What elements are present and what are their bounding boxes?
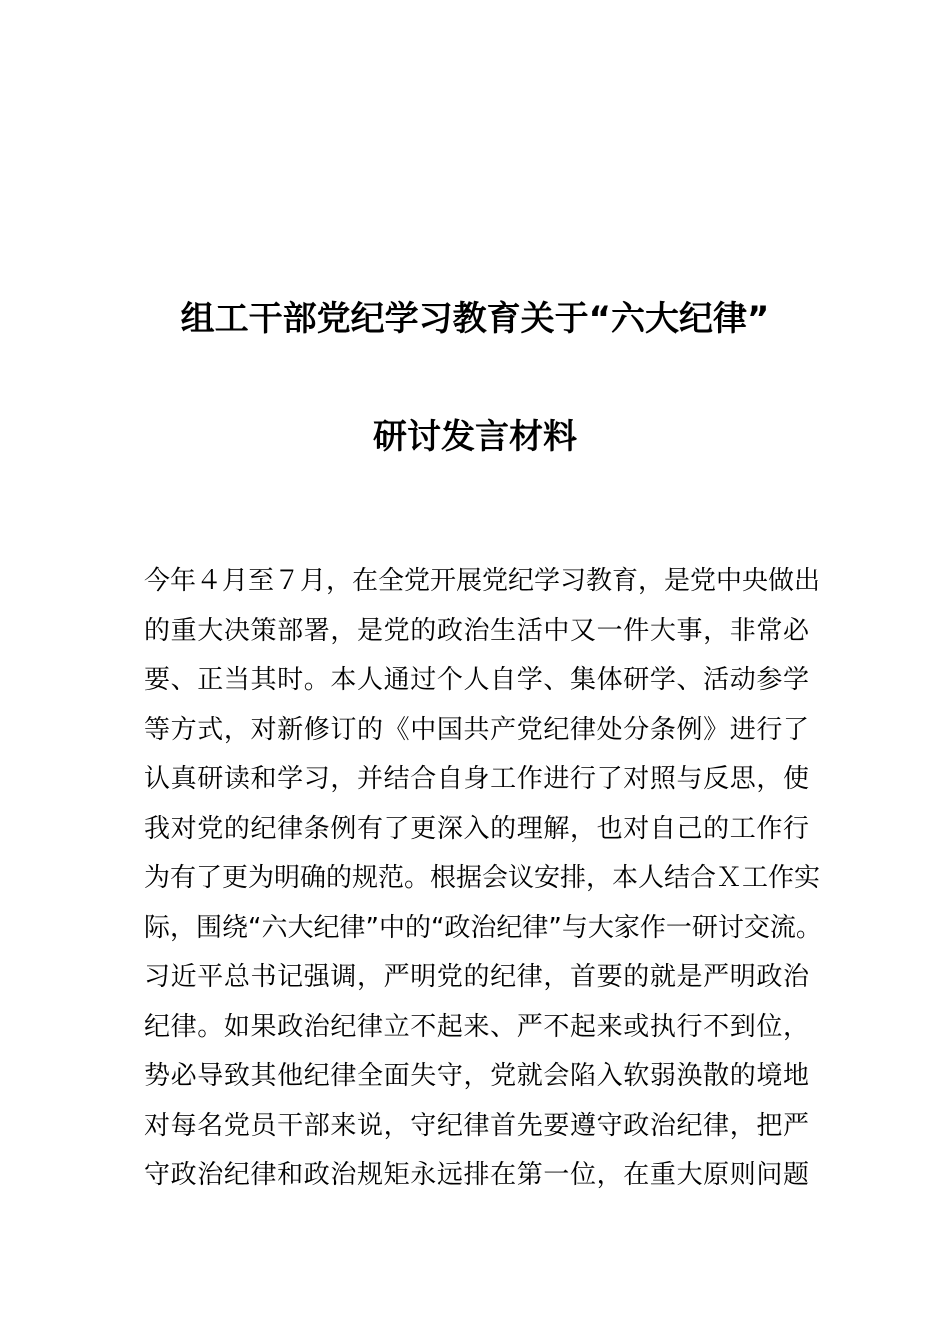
body-line: 对每名党员干部来说，守纪律首先要遵守政治纪律，把严 bbox=[144, 1110, 809, 1141]
body-line: 认真研读和学习，并结合自身工作进行了对照与反思，使 bbox=[144, 764, 809, 794]
body-paragraph bbox=[144, 557, 822, 1201]
body-line: 的重大决策部署，是党的政治生活中又一件大事，非常必 bbox=[144, 615, 809, 646]
title-line-2: 研讨发言材料 bbox=[373, 417, 577, 457]
body-line: 我对党的纪律条例有了更深入的理解，也对自己的工作行 bbox=[144, 813, 809, 844]
body-line: 等方式，对新修订的《中国共产党纪律处分条例》进行了 bbox=[144, 714, 809, 745]
body-line: 为有了更为明确的规范。根据会议安排，本人结合Ｘ工作实 bbox=[144, 863, 821, 893]
body-line: 要、正当其时。本人通过个人自学、集体研学、活动参学 bbox=[144, 665, 809, 695]
body-line: 势必导致其他纪律全面失守，党就会陷入软弱涣散的境地 bbox=[144, 1061, 809, 1091]
body-line: 纪律。如果政治纪律立不起来、严不起来或执行不到位， bbox=[144, 1011, 809, 1042]
body-line: 今年４月至７月，在全党开展党纪学习教育，是党中央做出 bbox=[144, 566, 821, 596]
body-line: 习近平总书记强调，严明党的纪律，首要的就是严明政治 bbox=[144, 962, 809, 992]
title-line-1: 组工干部党纪学习教育关于“六大纪律” bbox=[180, 299, 770, 339]
body-line: 守政治纪律和政治规矩永远排在第一位，在重大原则问题 bbox=[144, 1160, 809, 1190]
body-line: 际，围绕“六大纪律”中的“政治纪律”与大家作一研讨交流。 bbox=[144, 912, 822, 943]
